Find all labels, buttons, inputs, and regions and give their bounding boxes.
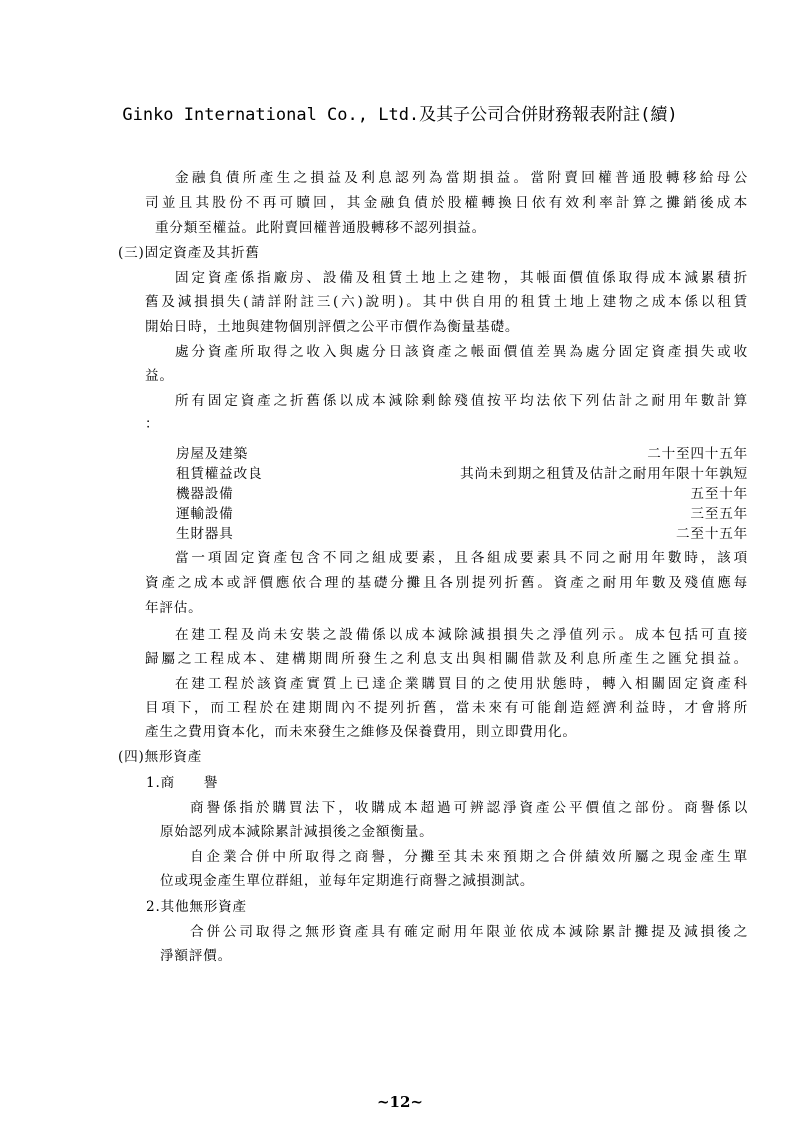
- subsection-heading: 1.商 譽: [146, 775, 219, 791]
- table-row-item: 生財器具: [176, 526, 234, 542]
- paragraph-line: 在建工程於該資產實質上已達企業購買目的之使用狀態時，轉入相關固定資產科: [175, 676, 748, 692]
- paragraph-line: 當一項固定資產包含不同之組成要素，且各組成要素具不同之耐用年數時，該項: [175, 550, 748, 566]
- paragraph-line: 益。: [145, 368, 174, 384]
- table-row-years: 二十至四十五年: [647, 446, 748, 462]
- table-row-item: 運輸設備: [176, 506, 234, 522]
- paragraph-line: 舊及減損損失(請詳附註三(六)說明)。其中供自用的租賃土地上建物之成本係以租賃: [145, 294, 748, 310]
- table-row-item: 機器設備: [176, 486, 234, 502]
- paragraph-line: 所有固定資產之折舊係以成本減除剩餘殘值按平均法依下列估計之耐用年數計算: [175, 393, 748, 409]
- paragraph-line: 資產之成本或評價應依合理的基礎分攤且各別提列折舊。資產之耐用年數及殘值應每: [145, 575, 748, 591]
- paragraph-line: 固定資產係指廠房、設備及租賃土地上之建物，其帳面價值係取得成本減累積折: [175, 270, 748, 286]
- table-row-item: 租賃權益改良: [176, 466, 263, 482]
- section-heading: (四)無形資產: [118, 749, 203, 765]
- paragraph-line: 淨額評價。: [160, 948, 232, 964]
- subsection-heading: 2.其他無形資產: [146, 899, 247, 915]
- page-title: Ginko International Co., Ltd.及其子公司合併財務報表附註(續): [122, 105, 678, 125]
- paragraph-line: 歸屬之工程成本、建構期間所發生之利息支出與相關借款及利息所產生之匯兌損益。: [145, 651, 748, 667]
- paragraph-line: 年評估。: [145, 600, 203, 616]
- paragraph-line: 在建工程及尚未安裝之設備係以成本減除減損損失之淨值列示。成本包括可直接: [175, 627, 748, 643]
- paragraph-line: 重分類至權益。此附賣回權普通股轉移不認列損益。: [155, 220, 487, 236]
- table-row-years: 五至十年: [690, 486, 748, 502]
- paragraph-line: 原始認列成本減除累計減損後之金額衡量。: [160, 824, 434, 840]
- paragraph-line: 目項下，而工程於在建期間內不提列折舊，當未來有可能創造經濟利益時，才會將所: [145, 700, 748, 716]
- table-row-years: 其尚未到期之租賃及估計之耐用年限十年孰短: [460, 466, 748, 482]
- table-row-years: 三至五年: [690, 506, 748, 522]
- paragraph-line: 處分資產所取得之收入與處分日該資產之帳面價值差異為處分固定資產損失或收: [175, 344, 748, 360]
- paragraph-line: 合併公司取得之無形資產具有確定耐用年限並依成本減除累計攤提及減損後之: [190, 924, 748, 940]
- paragraph-line: 產生之費用資本化，而未來發生之維修及保養費用，則立即費用化。: [145, 724, 577, 740]
- paragraph-line: 金融負債所產生之損益及利息認列為當期損益。當附賣回權普通股轉移給母公: [175, 170, 748, 186]
- paragraph-line: 自企業合併中所取得之商譽，分攤至其未來預期之合併績效所屬之現金產生單: [190, 849, 748, 865]
- paragraph-line: ：: [145, 416, 160, 432]
- page-number: ~12~: [376, 1093, 423, 1111]
- paragraph-line: 商譽係指於購買法下，收購成本超過可辨認淨資產公平價值之部份。商譽係以: [190, 800, 748, 816]
- paragraph-line: 司並且其股份不再可贖回，其金融負債於股權轉換日依有效利率計算之攤銷後成本: [145, 195, 748, 211]
- section-heading: (三)固定資產及其折舊: [118, 245, 260, 261]
- table-row-years: 二至十五年: [676, 526, 748, 542]
- table-row-item: 房屋及建築: [176, 446, 248, 462]
- paragraph-line: 位或現金產生單位群組，並每年定期進行商譽之減損測試。: [160, 873, 535, 889]
- paragraph-line: 開始日時，土地與建物個別評價之公平市價作為衡量基礎。: [145, 319, 520, 335]
